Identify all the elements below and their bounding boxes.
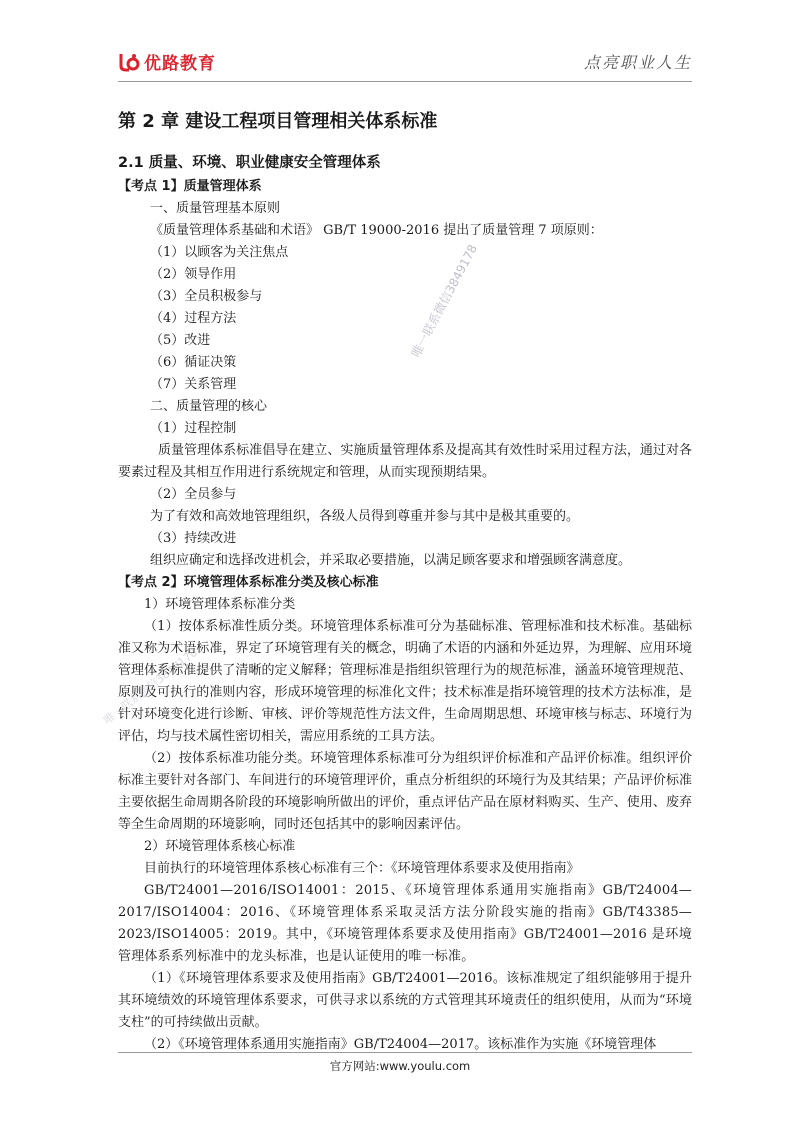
watermark: 唯一联系微信3849178 [408,242,481,360]
kaodian-2-title: 【考点 2】环境管理体系标准分类及核心标准 [118,575,379,590]
subheading-classification: 1）环境管理体系标准分类 [144,597,296,612]
core-item-text: 质量管理体系标准倡导在建立、实施质量管理体系及提高其有效性时采用过程方法，通过对各要素过程及其相互作用进行系统规定和管理，从而实现预期结果。 [118,443,692,480]
paragraph: （2）按体系标准功能分类。环境管理体系标准可分为组织评价标准和产品评价标准。组织评价标准主要针对各部门、车间进行的环境管理评价，重点分析组织的环境行为及其结果；产品评价标准主要依据生命周期各阶段的环境影响所做出的评价，重点评估产品在原材料购买、生产、使用、废弃等全生命周期的环境影响，同时还包括其中的影响因素评估。 [118,751,692,832]
section-title: 2.1 质量、环境、职业健康安全管理体系 [118,155,381,171]
heading-principles: 一、质量管理基本原则 [150,201,281,216]
header-divider [118,81,692,82]
principle-item: （7）关系管理 [150,377,237,392]
principle-item: （6）循证决策 [150,355,237,370]
heading-core: 二、质量管理的核心 [150,399,268,414]
slogan: 点亮职业人生 [583,53,692,72]
brand-logo [118,49,216,74]
core-item-text: 组织应确定和选择改进机会，并采取必要措施，以满足顾客要求和增强顾客满意度。 [150,553,632,568]
youlu-logo-icon [118,51,140,73]
subheading-core-standards: 2）环境管理体系核心标准 [144,839,296,854]
paragraph: 目前执行的环境管理体系核心标准有三个：《环境管理体系要求及使用指南》 [144,861,580,876]
principle-item: （3）全员积极参与 [150,289,263,304]
core-item-label: （1）过程控制 [150,421,237,436]
paragraph-truncated: （2）《环境管理体系通用实施指南》GB/T24004—2017。该标准作为实施《环境管理体 [144,1037,657,1052]
principle-item: （1）以顾客为关注焦点 [150,245,289,260]
principles-intro: 《质量管理体系基础和术语》 GB/T 19000-2016 提出了质量管理 7 项原则： [150,223,603,238]
core-item-label: （3）持续改进 [150,531,237,546]
chapter-title: 第 2 章 建设工程项目管理相关体系标准 [118,111,438,132]
core-item-text: 为了有效和高效地管理组织，各级人员得到尊重并参与其中是极其重要的。 [150,509,580,524]
paragraph: （1）《环境管理体系要求及使用指南》GB/T24001—2016。该标准规定了组织能够用于提升其环境绩效的环境管理体系要求，可供寻求以系统的方式管理其环境责任的组织使用，从而为“环境支柱”的可持续做出贡献。 [118,971,692,1030]
core-item-label: （2）全员参与 [150,487,237,502]
principle-item: （2）领导作用 [150,267,237,282]
principle-item: （4）过程方法 [150,311,237,326]
paragraph: GB/T24001—2016/ISO14001：2015、《环境管理体系通用实施指南》GB/T24004—2017/ISO14004：2016、《环境管理体系采取灵活方法分阶段实施的指南》GB/T43385—2023/ISO14005：2019。其中，《环境管理体系要求及使用指南》GB/T24001—2016 是环境管理体系系列标准中的龙头标准，也是认证使用的唯一标准。 [118,883,692,964]
watermark-faint: 唯一联系微信3849178 [101,645,200,727]
document-body [118,100,692,1056]
footer-website: 官方网站:www.youlu.com [329,1059,471,1073]
paragraph: （1）按体系标准性质分类。环境管理体系标准可分为基础标准、管理标准和技术标准。基础标准又称为术语标准，界定了环境管理有关的概念，明确了术语的内涵和外延边界，为理解、应用环境管理体系标准提供了清晰的定义解释；管理标准是指组织管理行为的规范标准，涵盖环境管理规范、原则及可执行的准则内容，形成环境管理的标准化文件；技术标准是指环境管理的技术方法标准，是针对环境变化进行诊断、审核、评价等规范性方法文件，生命周期思想、环境审核与标志、环境行为评估，均与技术属性密切相关，需应用系统的工具方法。 [118,619,692,744]
page-header [0,0,800,90]
principle-item: （5）改进 [150,333,211,348]
footer-divider [118,1052,692,1053]
kaodian-1-title: 【考点 1】质量管理体系 [118,179,262,194]
brand-name: 优路教育 [144,54,216,74]
